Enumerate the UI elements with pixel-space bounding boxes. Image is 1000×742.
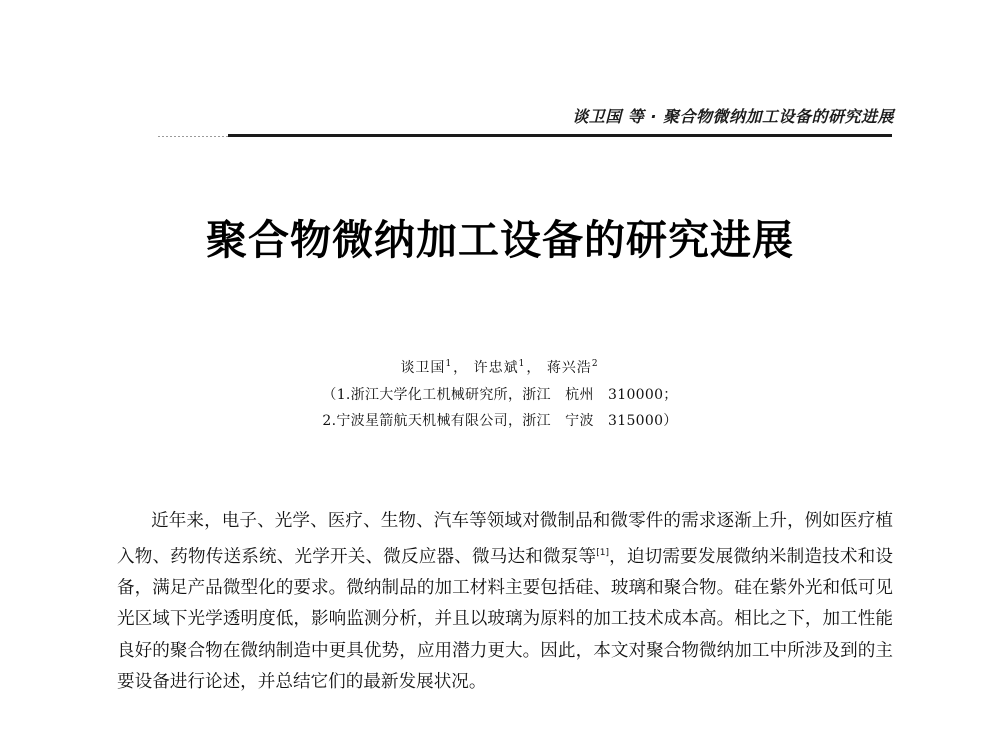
abstract-text: ，迫切需要发展微纳米制造技术和设备，满足产品微型化的要求。微纳制品的加工材料主要包括硅、玻璃和聚合物。硅在紫外光和低可见光区域下光学透明度低，影响监测分析，并且以玻璃为原料的加工技术成本高。相比之下，加工性能良好的聚合物在微纳制造中更具优势，应用潜力更大。因此，本文对聚合物微纳加工中所涉及到的主要设备进行论述，并总结它们的最新发展状况。 — [117, 546, 893, 693]
author-separator: ， — [453, 360, 469, 376]
affiliation-line: （1.浙江大学化工机械研究所，浙江 杭州 310000； — [322, 387, 678, 403]
header-rule — [228, 134, 892, 137]
citation-reference[interactable]: [1] — [596, 547, 609, 558]
running-header: 谈卫国 等 · 聚合物微纳加工设备的研究进展 — [572, 107, 894, 126]
author-list — [0, 357, 1000, 377]
author-name: 蒋兴浩 — [546, 360, 592, 376]
abstract-text: 近年来，电子、光学、医疗、生物、汽车等领域对微制品和微零件的需求逐渐上升，例如医疗植入物、药物传送系统、光学开关、微反应器、微马达和微泵等 — [117, 511, 893, 567]
author-name: 许忠斌 — [473, 360, 519, 376]
abstract-paragraph — [117, 506, 893, 699]
author-affiliation-mark: 1 — [518, 359, 526, 370]
header-rule-faint — [158, 136, 228, 137]
author-affiliation-mark: 1 — [445, 359, 453, 370]
author-affiliation-mark: 2 — [591, 359, 599, 370]
author-separator: ， — [526, 360, 542, 376]
paper-title: 聚合物微纳加工设备的研究进展 — [206, 216, 794, 264]
affiliation-line: 2.宁波星箭航天机械有限公司，浙江 宁波 315000） — [322, 413, 678, 429]
author-name: 谈卫国 — [400, 360, 446, 376]
